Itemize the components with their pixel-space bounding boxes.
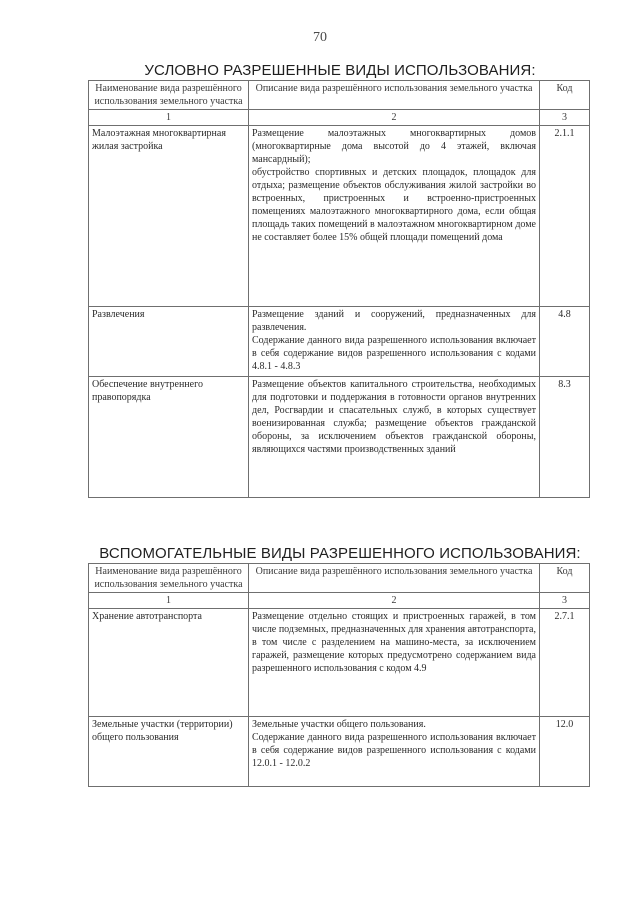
table-row <box>89 717 590 787</box>
conditional-uses-table <box>88 80 590 498</box>
column-number: 1 <box>89 110 249 126</box>
header-code: Код <box>540 81 590 110</box>
use-description <box>249 126 540 307</box>
description-paragraph: Размещение малоэтажных многоквартирных домов (многоквартирные дома высотой до 4 этажей, включая мансардный); <box>252 128 536 165</box>
column-number: 3 <box>540 593 590 609</box>
use-code: 12.0 <box>540 717 590 787</box>
column-number: 3 <box>540 110 590 126</box>
auxiliary-uses-table <box>88 563 590 787</box>
header-name: Наименование вида разрешённого использования земельного участка <box>89 564 249 593</box>
description-paragraph: Содержание данного вида разрешенного использования включает в себя содержание видов разрешенного использования с кодами 12.0.1 - 12.0.2 <box>252 732 536 769</box>
column-number-row <box>89 110 590 126</box>
use-name: Хранение автотранспорта <box>89 609 249 717</box>
use-name: Малоэтажная многоквартирная жилая застройка <box>89 126 249 307</box>
column-number-row <box>89 593 590 609</box>
description-paragraph: Размещение отдельно стоящих и пристроенных гаражей, в том числе подземных, предназначенных для хранения автотранспорта, в том числе с разделением на машино-места, за исключением гаражей, размещение которых предусмотрено содержанием вида разрешенного использования с кодом 4.9 <box>252 611 536 674</box>
use-name: Земельные участки (территории) общего пользования <box>89 717 249 787</box>
column-number: 1 <box>89 593 249 609</box>
header-description: Описание вида разрешённого использования земельного участка <box>249 564 540 593</box>
use-name: Развлечения <box>89 307 249 377</box>
use-description <box>249 377 540 498</box>
use-code: 8.3 <box>540 377 590 498</box>
description-paragraph: Содержание данного вида разрешенного использования включает в себя содержание видов разрешенного использования с кодами 4.8.1 - 4.8.3 <box>252 335 536 372</box>
description-paragraph: Земельные участки общего пользования. <box>252 719 426 730</box>
table-row <box>89 377 590 498</box>
use-name: Обеспечение внутреннего правопорядка <box>89 377 249 498</box>
header-name: Наименование вида разрешённого использования земельного участка <box>89 81 249 110</box>
use-description <box>249 609 540 717</box>
section-title-conditional: УСЛОВНО РАЗРЕШЕННЫЕ ВИДЫ ИСПОЛЬЗОВАНИЯ: <box>144 62 536 79</box>
table-row <box>89 609 590 717</box>
use-description <box>249 307 540 377</box>
table-row <box>89 307 590 377</box>
description-paragraph: обустройство спортивных и детских площадок, площадок для отдыха; размещение объектов обслуживания жилой застройки во встроенных, пристроенных и встроенно-пристроенных помещениях малоэтажного многоквартирного дома, если общая площадь таких помещений в малоэтажном многоквартирном доме не составляет более 15% общей площади помещений дома <box>252 167 536 243</box>
use-description <box>249 717 540 787</box>
header-code: Код <box>540 564 590 593</box>
table-header-row <box>89 81 590 110</box>
use-code: 2.7.1 <box>540 609 590 717</box>
header-description: Описание вида разрешённого использования земельного участка <box>249 81 540 110</box>
table-header-row <box>89 564 590 593</box>
description-paragraph: Размещение объектов капитального строительства, необходимых для подготовки и поддержания в готовности органов внутренних дел, Росгвардии и спасательных служб, в которых существует военизированная служба; размещение объектов гражданской обороны, за исключением объектов гражданской обороны, являющихся частями производственных зданий <box>252 379 536 455</box>
page-number: 70 <box>313 30 327 45</box>
use-code: 2.1.1 <box>540 126 590 307</box>
column-number: 2 <box>249 593 540 609</box>
column-number: 2 <box>249 110 540 126</box>
description-paragraph: Размещение зданий и сооружений, предназначенных для развлечения. <box>252 309 536 333</box>
use-code: 4.8 <box>540 307 590 377</box>
table-row <box>89 126 590 307</box>
section-title-auxiliary: ВСПОМОГАТЕЛЬНЫЕ ВИДЫ РАЗРЕШЕННОГО ИСПОЛЬЗОВАНИЯ: <box>99 545 581 562</box>
